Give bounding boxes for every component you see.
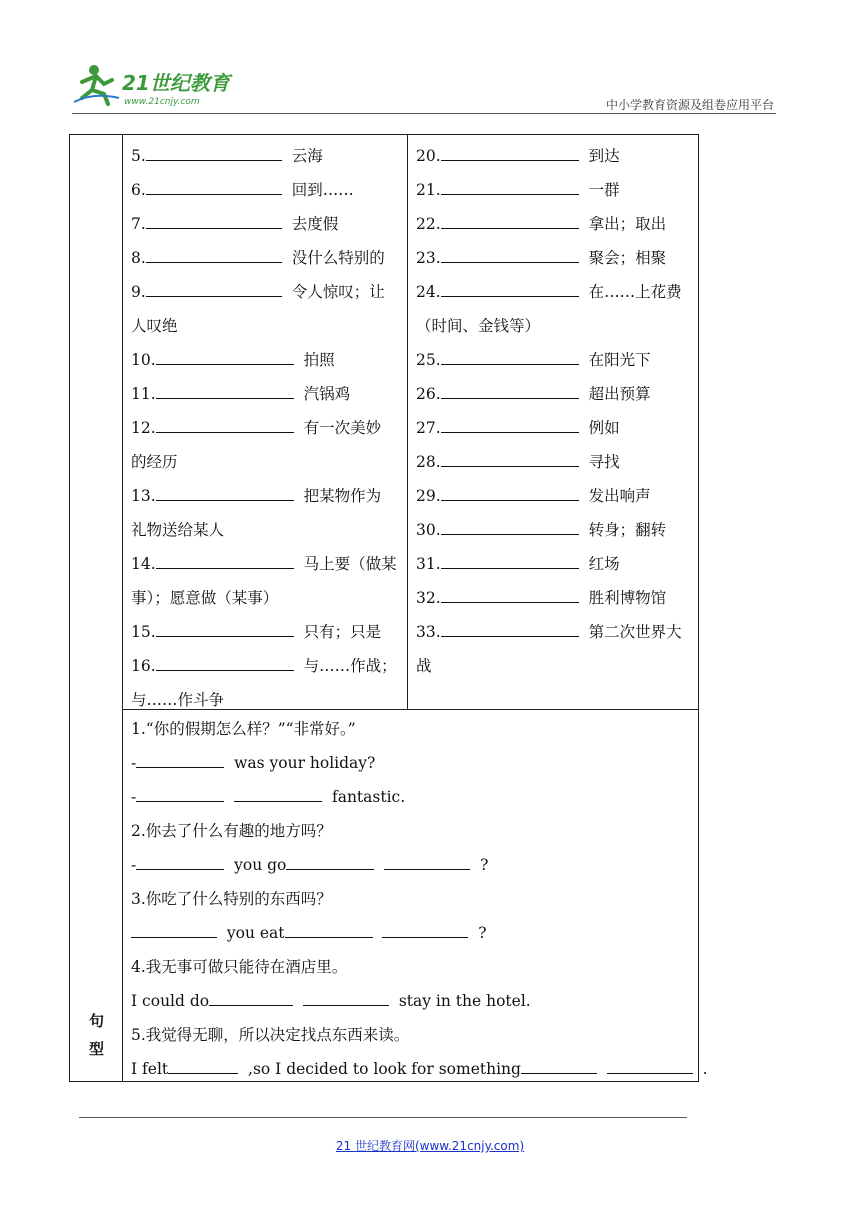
- section-label-column: [70, 135, 123, 1081]
- answer-blank[interactable]: [521, 1058, 597, 1074]
- vocab-item-continued: 礼物送给某人: [131, 521, 225, 539]
- chinese-meaning: 在阳光下: [588, 351, 651, 369]
- chinese-meaning: 只有；只是: [303, 623, 382, 641]
- platform-title: 中小学教育资源及组卷应用平台: [605, 98, 774, 112]
- sentence-4-chinese: 4.我无事可做只能待在酒店里。: [131, 958, 348, 976]
- sentence-3-line: you eat ?: [131, 916, 690, 950]
- item-number: 14.: [131, 555, 156, 573]
- item-number: 21.: [416, 181, 441, 199]
- item-number: 8.: [131, 249, 146, 267]
- item-number: 6.: [131, 181, 146, 199]
- sentence-1-chinese: 1.“你的假期怎么样？”“非常好。”: [131, 720, 356, 738]
- answer-blank[interactable]: [136, 854, 224, 870]
- item-number: 22.: [416, 215, 441, 233]
- vocab-item: [131, 615, 399, 649]
- answer-blank[interactable]: [441, 349, 579, 365]
- answer-blank[interactable]: [234, 786, 322, 802]
- answer-blank[interactable]: [156, 383, 294, 399]
- answer-blank[interactable]: [441, 485, 579, 501]
- vocab-item: [416, 377, 690, 411]
- vocab-item: [416, 581, 690, 615]
- vocab-item: [416, 513, 690, 547]
- answer-blank[interactable]: [441, 621, 579, 637]
- chinese-meaning: 胜利博物馆: [588, 589, 667, 607]
- vocab-item: [416, 343, 690, 377]
- chinese-meaning: 例如: [588, 419, 620, 437]
- item-number: 13.: [131, 487, 156, 505]
- answer-blank[interactable]: [441, 179, 579, 195]
- item-number: 10.: [131, 351, 156, 369]
- vocab-item-continued: （时间、金钱等）: [416, 317, 541, 335]
- vocab-item-continued: 的经历: [131, 453, 178, 471]
- sentence-4-line: I could do stay in the hotel.: [131, 992, 531, 1010]
- site-logo: [74, 62, 244, 110]
- vocab-item: [416, 445, 690, 479]
- vocab-item: [131, 343, 399, 377]
- answer-blank[interactable]: [441, 519, 579, 535]
- answer-blank[interactable]: [441, 213, 579, 229]
- answer-blank[interactable]: [441, 383, 579, 399]
- answer-blank[interactable]: [131, 922, 217, 938]
- answer-blank[interactable]: [136, 752, 224, 768]
- sentence-5-chinese: 5.我觉得无聊，所以决定找点东西来读。: [131, 1026, 410, 1044]
- chinese-meaning: 云海: [291, 147, 323, 165]
- vocab-item: [416, 615, 690, 649]
- vocab-item: [131, 275, 399, 309]
- chinese-meaning: 去度假: [291, 215, 339, 233]
- sentence-3-chinese: 3.你吃了什么特别的东西吗？: [131, 890, 332, 908]
- item-number: 26.: [416, 385, 441, 403]
- chinese-meaning: 汽锅鸡: [303, 385, 351, 403]
- answer-blank[interactable]: [607, 1058, 693, 1074]
- vocabulary-row: [123, 135, 698, 710]
- vocab-item-continued: 人叹绝: [131, 317, 178, 335]
- vocab-item: [131, 411, 399, 445]
- vocab-item: [416, 411, 690, 445]
- item-number: 31.: [416, 555, 441, 573]
- vocab-item: [416, 479, 690, 513]
- chinese-meaning: 转身；翻转: [588, 521, 667, 539]
- chinese-meaning: 没什么特别的: [291, 249, 385, 267]
- answer-blank[interactable]: [382, 922, 468, 938]
- answer-blank[interactable]: [146, 179, 282, 195]
- footer-divider: [79, 1117, 687, 1118]
- item-number: 30.: [416, 521, 441, 539]
- vocab-item: [416, 547, 690, 581]
- item-number: 28.: [416, 453, 441, 471]
- chinese-meaning: 超出预算: [588, 385, 651, 403]
- sentence-5-line: I felt ,so I decided to look for something .: [131, 1060, 708, 1078]
- item-number: 15.: [131, 623, 156, 641]
- answer-blank[interactable]: [156, 349, 294, 365]
- vocab-item: [131, 173, 399, 207]
- answer-blank[interactable]: [441, 145, 579, 161]
- answer-blank[interactable]: [146, 145, 282, 161]
- answer-blank[interactable]: [441, 281, 579, 297]
- answer-blank[interactable]: [146, 247, 282, 263]
- answer-blank[interactable]: [156, 485, 294, 501]
- chinese-meaning: 把某物作为: [303, 487, 382, 505]
- chinese-meaning: 马上要（做某: [303, 555, 397, 573]
- item-number: 9.: [131, 283, 146, 301]
- runner-icon: [74, 65, 119, 104]
- answer-blank[interactable]: [441, 451, 579, 467]
- answer-blank[interactable]: [441, 247, 579, 263]
- vocab-item: [131, 139, 399, 173]
- chinese-meaning: 第二次世界大: [588, 623, 682, 641]
- item-number: 29.: [416, 487, 441, 505]
- answer-blank[interactable]: [146, 213, 282, 229]
- answer-blank[interactable]: [156, 655, 294, 671]
- answer-blank[interactable]: [384, 854, 470, 870]
- svg-text:www.21cnjy.com: www.21cnjy.com: [124, 97, 200, 107]
- item-number: 23.: [416, 249, 441, 267]
- sentence-pattern-label: 句 型: [88, 1012, 104, 1058]
- answer-blank[interactable]: [209, 990, 293, 1006]
- chinese-meaning: 回到……: [291, 181, 354, 199]
- sentence-section: [123, 710, 708, 1081]
- chinese-meaning: 拍照: [303, 351, 335, 369]
- item-number: 5.: [131, 147, 146, 165]
- answer-blank[interactable]: [286, 854, 374, 870]
- chinese-meaning: 在……上花费: [588, 283, 682, 301]
- vocab-item: [416, 241, 690, 275]
- answer-blank[interactable]: [441, 553, 579, 569]
- answer-blank[interactable]: [441, 587, 579, 603]
- answer-blank[interactable]: [156, 621, 294, 637]
- answer-blank[interactable]: [303, 990, 389, 1006]
- answer-blank[interactable]: [146, 281, 282, 297]
- vocab-item-continued: 事）；愿意做（某事）: [131, 589, 279, 607]
- vocab-item: [416, 139, 690, 173]
- item-number: 33.: [416, 623, 441, 641]
- answer-blank[interactable]: [156, 553, 294, 569]
- header-divider: [72, 113, 776, 114]
- answer-blank[interactable]: [441, 417, 579, 433]
- answer-blank[interactable]: [156, 417, 294, 433]
- answer-blank[interactable]: [168, 1058, 238, 1074]
- item-number: 25.: [416, 351, 441, 369]
- chinese-meaning: 到达: [588, 147, 620, 165]
- worksheet-table: [69, 134, 708, 1082]
- chinese-meaning: 令人惊叹；让: [291, 283, 385, 301]
- item-number: 16.: [131, 657, 156, 675]
- sentence-2-chinese: 2.你去了什么有趣的地方吗？: [131, 822, 332, 840]
- vocab-item: [131, 547, 399, 581]
- answer-blank[interactable]: [136, 786, 224, 802]
- vocab-item: [416, 275, 690, 309]
- vocab-item: [416, 173, 690, 207]
- sentence-1-line-b: - fantastic.: [131, 788, 406, 806]
- chinese-meaning: 发出响声: [588, 487, 651, 505]
- vocab-right-column: [408, 135, 698, 709]
- chinese-meaning: 有一次美妙: [303, 419, 382, 437]
- chinese-meaning: 一群: [588, 181, 620, 199]
- answer-blank[interactable]: [285, 922, 373, 938]
- vocab-item: [131, 207, 399, 241]
- chinese-meaning: 与……作战；: [303, 657, 397, 675]
- item-number: 20.: [416, 147, 441, 165]
- sentence-1-line-a: - was your holiday?: [131, 754, 376, 772]
- svg-text:21世纪教育: 21世纪教育: [122, 71, 230, 95]
- sentence-2-line: - you go ?: [131, 856, 489, 874]
- item-number: 7.: [131, 215, 146, 233]
- vocab-item: [131, 479, 399, 513]
- item-number: 32.: [416, 589, 441, 607]
- chinese-meaning: 聚会；相聚: [588, 249, 667, 267]
- vocab-item: [131, 241, 399, 275]
- vocab-item-continued: 战: [416, 657, 432, 675]
- item-number: 27.: [416, 419, 441, 437]
- item-number: 12.: [131, 419, 156, 437]
- vocab-item-continued: 与……作斗争: [131, 691, 225, 709]
- vocab-left-column: [123, 135, 408, 709]
- chinese-meaning: 寻找: [588, 453, 620, 471]
- item-number: 11.: [131, 385, 156, 403]
- vocab-item: [131, 377, 399, 411]
- chinese-meaning: 红场: [588, 555, 620, 573]
- footer-website-link[interactable]: 21 世纪教育网(www.21cnjy.com): [335, 1139, 525, 1153]
- vocab-item: [131, 649, 399, 683]
- chinese-meaning: 拿出；取出: [588, 215, 667, 233]
- vocab-item: [416, 207, 690, 241]
- item-number: 24.: [416, 283, 441, 301]
